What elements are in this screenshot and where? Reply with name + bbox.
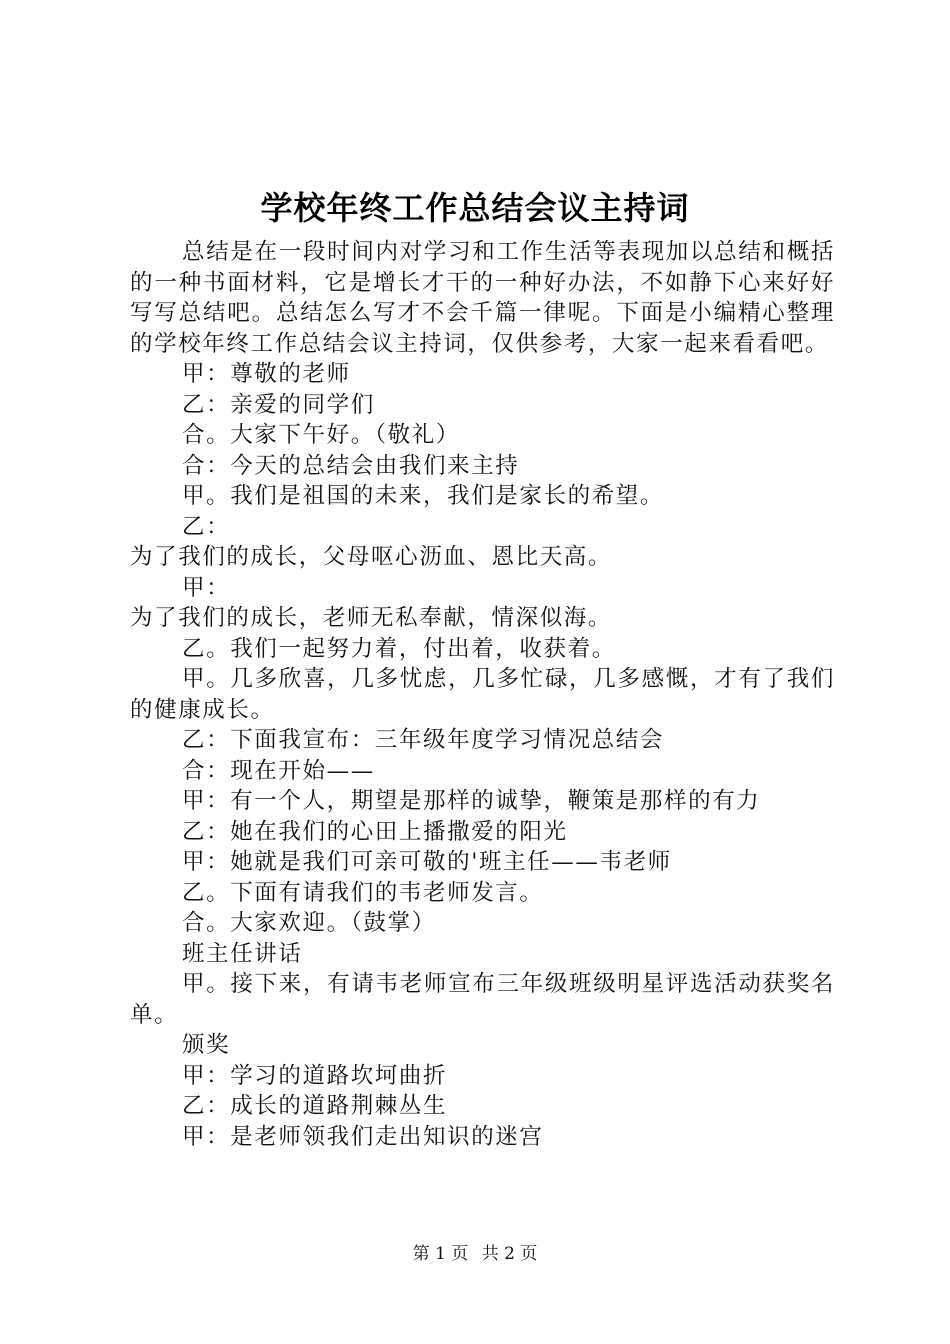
body-paragraph: 甲：有一个人，期望是那样的诚挚，鞭策是那样的有力: [182, 788, 761, 814]
body-paragraph: 乙：下面我宣布：三年级年度学习情况总结会: [182, 727, 665, 753]
body-paragraph: 甲。接下来，有请韦老师宣布三年级班级明星评选活动获奖名单。: [130, 971, 835, 1028]
body-paragraph: 为了我们的成长，父母呕心沥血、恩比天高。: [130, 544, 613, 570]
document-title: 学校年终工作总结会议主持词: [260, 189, 690, 227]
body-paragraph: 班主任讲话: [182, 940, 303, 967]
body-paragraph: 甲。几多欣喜，几多忧虑，几多忙碌，几多感慨，才有了我们的健康成长。: [130, 666, 835, 723]
body-paragraph: 乙：成长的道路荆棘丛生: [182, 1093, 448, 1119]
body-paragraph: 合：今天的总结会由我们来主持: [182, 452, 520, 479]
body-paragraph: 甲：她就是我们可亲可敬的'班主任——韦老师: [182, 849, 672, 875]
body-paragraph: 乙：: [182, 513, 231, 540]
body-paragraph: 合：现在开始——: [182, 757, 375, 784]
body-paragraph: 总结是在一段时间内对学习和工作生活等表现加以总结和概括的一种书面材料，它是增长才干的一种好办法，不如静下心来好好写写总结吧。总结怎么写才不会千篇一律呢。下面是小编精心整理的学校年终工作总结会议主持词，仅供参考，大家一起来看看吧。: [130, 239, 835, 357]
body-paragraph: 乙：亲爱的同学们: [182, 391, 375, 418]
body-paragraph: 甲：: [182, 574, 231, 601]
body-paragraph: 合。大家下午好。（敬礼）: [182, 422, 460, 448]
body-paragraph: 甲：尊敬的老师: [182, 361, 351, 387]
body-paragraph: 乙：她在我们的心田上播撒爱的阳光: [182, 818, 568, 845]
body-paragraph: 为了我们的成长，老师无私奉献，情深似海。: [130, 605, 613, 631]
body-paragraph: 甲：是老师领我们走出知识的迷宫: [182, 1123, 544, 1150]
body-paragraph: 乙。下面有请我们的韦老师发言。: [182, 879, 544, 906]
body-paragraph: 合。大家欢迎。（鼓掌）: [182, 910, 436, 936]
body-paragraph: 颁奖: [182, 1032, 231, 1058]
page-number: 第 1 页: [412, 1244, 469, 1264]
page-footer: [0, 1242, 950, 1266]
total-pages: 共 2 页: [481, 1244, 538, 1264]
body-paragraph: 甲：学习的道路坎坷曲折: [182, 1062, 448, 1089]
body-paragraph: 甲。我们是祖国的未来，我们是家长的希望。: [182, 483, 665, 509]
document-body: [130, 237, 835, 1152]
body-paragraph: 乙。我们一起努力着，付出着，收获着。: [182, 635, 616, 662]
